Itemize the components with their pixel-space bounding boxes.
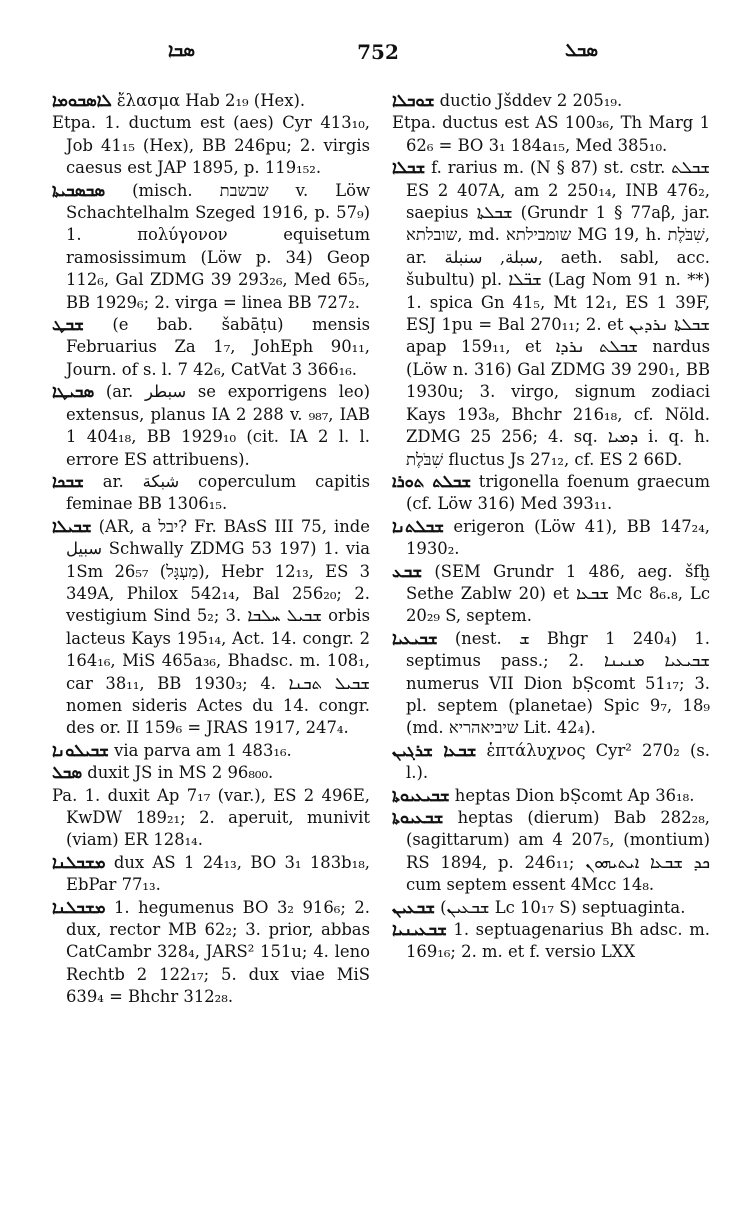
headword: ܫܒܝܠܘܢܐ — [52, 740, 109, 760]
dictionary-entry — [52, 785, 370, 852]
running-head-left: ܣܒܐ — [168, 40, 195, 61]
headword: ܫܒܝܥܝܐ — [392, 628, 438, 648]
entry-text: (SEM Grundr 1 486, aeg. šfḫ Sethe Zablw 20) et ܫܒܥܐ Mc 8₆.₈, Lc 20₂₉ S, septem. — [406, 561, 711, 626]
dictionary-entry — [392, 807, 710, 897]
headword: ܫܒܥܝܘܬܐ — [392, 808, 444, 827]
entry-text: erigeron (Löw 41), BB 147₂₄, 1930₂. — [406, 516, 710, 559]
headword: ܣܒܠ — [52, 763, 83, 783]
entry-text: Pa. 1. duxit Ap 7₁₇ (var.), ES 2 496E, KwDW 189₂₁; 2. aperuit, munivit (viam) ER 128₁₄. — [52, 785, 370, 850]
dictionary-entry — [52, 516, 370, 740]
headword: ܫܒܥܝܢ — [392, 897, 435, 917]
page-header — [48, 40, 708, 68]
entry-text: heptas Dion bṢcomt Ap 36₁₈. — [454, 785, 695, 805]
entry-text: trigonella foenum graecum (cf. Löw 316) Med 393₁₁. — [406, 471, 711, 514]
right-column — [392, 90, 710, 964]
dictionary-entry — [52, 314, 370, 381]
entry-text: dux AS 1 24₁₃, BO 3₁ 183b₁₈, EbPar 77₁₃. — [66, 852, 371, 895]
entry-text: 1. hegumenus BO 3₂ 916₆; 2. dux, rector MB 62₂; 3. prior, abbas CatCambr 328₄, JARS² 151u; 4. leno Rechtb 2 122₁₇; 5. dux viae MiS 639₄ = Bhchr 312₂₈. — [66, 897, 371, 1007]
entry-text: heptas (dierum) Bab 282₂₈, (sagittarum) am 4 207₅, (montium) RS 1894, p. 246₁₁; ܟܕ ܫܒܥܐ ܐܝܬܝܗܘܢ cum septem essent 4Mcc 14₈. — [406, 808, 710, 895]
dictionary-entry — [392, 157, 710, 471]
entry-text: duxit JS in MS 2 96₈₀₀. — [87, 763, 274, 783]
dictionary-entry — [392, 740, 710, 785]
dictionary-entry — [52, 90, 370, 112]
dictionary-entry — [52, 381, 370, 471]
dictionary-entry — [52, 740, 370, 762]
dictionary-entry — [392, 919, 710, 964]
headword: ܫܒܠܬ ܬܘܪܐ — [392, 471, 472, 491]
headword: ܡܫܒܠܢܐ — [52, 897, 106, 917]
headword: ܣܒܝܛܐ — [52, 382, 95, 402]
running-head-right: ܣܒܠ — [565, 40, 598, 61]
dictionary-entry — [52, 762, 370, 784]
headword: ܫܒܝܠܐ — [52, 516, 92, 536]
dictionary-entry — [52, 471, 370, 516]
entry-text: (ar. سبطر se exporrigens leo) extensus, planus IA 2 288 v. ₉₈₇, IAB 1 404₁₈, BB 1929₁₀ (cit. IA 2 l. l. errore ES attribuens). — [66, 382, 370, 469]
entry-text: ar. شبكة coperculum capitis feminae BB 1306₁₅. — [66, 471, 370, 514]
dictionary-entry — [392, 628, 710, 740]
dictionary-entry — [392, 90, 710, 112]
entry-text: ἔλασμα Hab 2₁₉ (Hex). — [116, 91, 306, 110]
dictionary-entry — [392, 897, 710, 919]
headword: ܫܒܟܐ — [52, 471, 84, 491]
entry-text: Etpa. 1. ductum est (aes) Cyr 413₁₀, Job 41₁₅ (Hex), BB 246pu; 2. virgis caesus est JAP 1895, p. 119₁₅₂. — [52, 113, 370, 178]
headword: ܫܒܛ — [52, 315, 84, 335]
entry-text: ductio Jšddev 2 205₁₉. — [439, 91, 623, 110]
entry-text: Etpa. ductus est AS 100₃₆, Th Marg 1 62₆ = BO 3₁ 184a₁₅, Med 385₁₀. — [392, 113, 710, 155]
dictionary-entry — [392, 516, 710, 561]
dictionary-entry — [392, 471, 710, 516]
left-column — [52, 90, 370, 1009]
dictionary-entry — [52, 897, 370, 1009]
dictionary-entry — [52, 112, 370, 179]
headword: ܫܘܒܠܐ — [392, 91, 435, 110]
headword: ܫܒܥܝܢܝܐ — [392, 920, 447, 940]
headword: ܫܒܠܬܢܐ — [392, 516, 444, 536]
entry-text: (AR, a יבל? Fr. BAsS III 75, inde سبيل Schwally ZDMG 53 197) 1. via 1Sm 26₅₇ (מַעְגָּל), Hebr 12₁₃, ES 3 349A, Philox 542₁₄, Bal 256₂₀; 2. vestigium Sind 5₂; 3. ܫܒܝܠ ܚܠܒܐ orbis lacteus Kays 195₁₄, Act. 14. congr. 2 164₁₆, MiS 465a₃₆, Bhadsc. m. 108₁, car 38₁₁, BB 1930₃; 4. ܫܒܝܠ ܬܒܢܐ nomen sideris Actes du 14. congr. des or. II 159₆ = JRAS 1917, 247₄. — [66, 516, 370, 738]
dictionary-entry — [392, 785, 710, 807]
entry-text: (ܫܒܥܝܢ Lc 10₁₇ S) septuaginta. — [440, 897, 686, 917]
dictionary-entry — [52, 180, 370, 314]
headword: ܫܒܠܐ — [392, 158, 426, 178]
entry-text: (e bab. šabāṭu) mensis Februarius Za 1₇, JohEph 90₁₁, Journ. of s. l. 7 42₆, CatVat 3 366₁₆. — [66, 315, 370, 379]
entry-text: 1. septuagenarius Bh adsc. m. 169₁₆; 2. m. et f. versio LXX — [406, 920, 711, 962]
headword: ܡܫܒܠܢܐ — [52, 852, 106, 872]
headword: ܫܒܥܐ ܫܪܓܝܢ — [392, 740, 477, 760]
page-number: 752 — [357, 40, 399, 64]
dictionary-entry — [52, 852, 370, 897]
entry-text: f. rarius m. (N § 87) st. cstr. ܫܒܠܬ ES 2 407A, am 2 250₁₄, INB 476₂, saepius ܫܒܠܬܐ (Grundr 1 § 77aβ, jar. שובלתא, md. שומבילתא MG 19, h. שִׁבֹּלֶת, ar. سبلة, سنبلة, aeth. sabl, acc. šubultu) pl. ܫܒ̈ܠܐ (Lag Nom 91 n. **) 1. spica Gn 41₅, Mt 12₁, ES 1 39F, ESJ 1pu = Bal 270₁₁; 2. et ܫܒܠܬܐ ܢܪܕܝܢ apap 159₁₁, et ܫܒܠܬ ܢܪܕܐ nardus (Löw n. 316) Gal ZDMG 39 290₁, BB 1930u; 3. virgo, signum zodiaci Kays 193₈, Bhchr 216₁₈, cf. Nöld. ZDMG 25 256; 4. sq. ܕܡܝܐ i. q. h. שִׁבֹּלֶת fluctus Js 27₁₂, cf. ES 2 66D. — [406, 158, 711, 469]
headword: ܫܒܝܥܝܘܬܐ — [392, 785, 450, 805]
entry-text: (nest. ܫ Bhgr 1 240₄) 1. septimus pass.; 2. ܫܒܝܥܝܐ ܡܢܝܢܐ numerus VII Dion bṢcomt 51₁₇; 3. pl. septem (planetae) Spic 9₇, 18₉ (md. שיביאהריא Lit. 42₄). — [406, 628, 710, 738]
entry-text: (misch. שבשבת v. Löw Schachtelhalm Szeged 1916, p. 57₉) 1. πολύγονον equisetum ramosissimum (Löw p. 34) Geop 112₆, Gal ZDMG 39 293₂₆, Med 65₅, BB 1929₆; 2. virga = linea BB 727₂. — [66, 180, 370, 312]
headword: ܫܒܥ — [392, 561, 423, 581]
dictionary-entry — [392, 561, 710, 628]
headword: ܠܐܣܒܘܡܐ — [52, 91, 112, 110]
dictionary-entry — [392, 112, 710, 157]
entry-text: via parva am 1 483₁₆. — [114, 740, 292, 760]
entry-text: ἑπτάλυχνος Cyr² 270₂ (s. l.). — [406, 740, 711, 783]
headword: ܣܒܣܒܝܬܐ — [52, 180, 106, 200]
